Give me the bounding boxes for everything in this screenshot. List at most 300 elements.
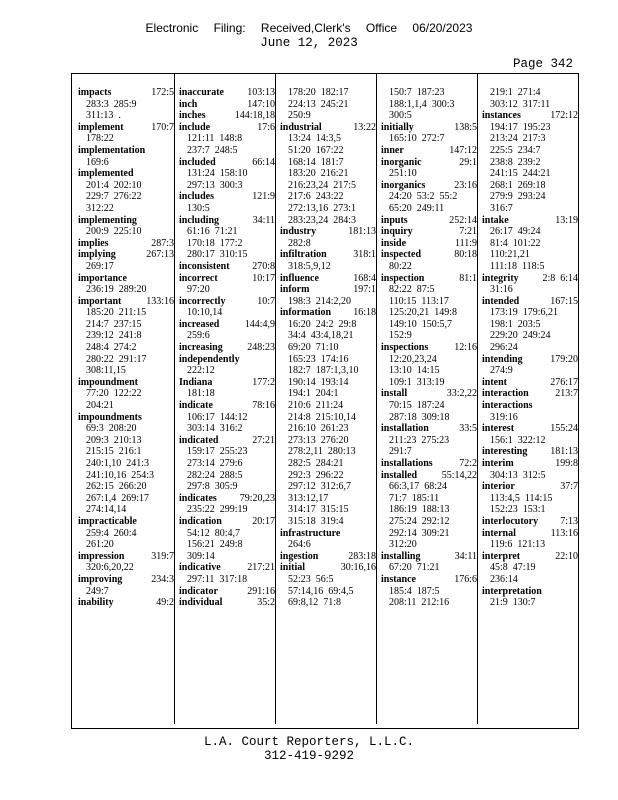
index-reference: 7:21 (459, 226, 477, 238)
index-continuation: 219:1 271:4 (490, 87, 541, 98)
index-continuation: 69:3 208:20 (86, 423, 137, 435)
index-continuation: 224:13 245:21 (288, 98, 349, 110)
index-reference: 270:8 (252, 260, 275, 272)
index-entry (78, 377, 174, 389)
index-continuation: 213:24 217:3 (490, 133, 546, 145)
index-term: install (381, 388, 408, 400)
index-entry (381, 388, 477, 400)
filing-stamp-office: Office (365, 21, 398, 35)
index-term: incorrectly (179, 295, 226, 307)
index-continuation: 178:22 (86, 133, 114, 145)
index-continuation: 309:14 (187, 550, 215, 562)
index-entry (78, 122, 174, 134)
index-continuation: 34:4 43:4,18,21 (288, 330, 354, 342)
index-entry (482, 110, 578, 122)
index-continuation: 236:19 289:20 (86, 284, 147, 296)
index-entry (381, 157, 477, 169)
index-continuation: 66:3,17 68:24 (389, 481, 448, 493)
index-reference: 12:16 (454, 342, 477, 354)
index-reference: 37:7 (560, 481, 578, 493)
index-entry (179, 157, 275, 169)
index-term: inch (179, 98, 198, 110)
index-term: indicator (179, 585, 218, 597)
index-term: increasing (179, 342, 223, 354)
filing-stamp-filing: Filing: (213, 21, 246, 35)
index-entry (179, 354, 275, 366)
index-continuation: 165:23 174:16 (288, 353, 349, 365)
index-continuation: 61:16 71:21 (187, 226, 238, 238)
index-continuation: 204:21 (86, 400, 114, 412)
index-reference: 78:16 (252, 400, 275, 412)
index-reference: 213:7 (555, 388, 578, 400)
index-entry (280, 249, 376, 261)
index-continuation: 239:12 241:8 (86, 330, 142, 342)
index-continuation: 313:12,17 (288, 492, 329, 504)
index-continuation: 318:5,9,12 (288, 260, 331, 272)
index-term: inches (179, 110, 206, 122)
index-reference: 197:1 (353, 284, 376, 296)
index-continuation: 251:10 (389, 168, 417, 180)
index-term: installed (381, 469, 418, 481)
index-reference: 80:18 (454, 249, 477, 261)
index-column-5 (482, 87, 578, 609)
index-continuation: 237:7 248:5 (187, 144, 238, 156)
index-reference: 287:3 (151, 237, 174, 249)
index-term: internal (482, 527, 516, 539)
index-entry (78, 238, 174, 250)
index-continuation: 168:14 181:7 (288, 156, 344, 168)
index-term: independently (179, 353, 240, 365)
index-reference: 319:7 (151, 550, 174, 562)
index-entry (381, 423, 477, 435)
index-reference: 318:1 (353, 249, 376, 261)
index-term: industry (280, 226, 317, 238)
index-term: important (78, 295, 122, 307)
index-continuation: 314:17 315:15 (288, 504, 349, 516)
index-term: Indiana (179, 376, 213, 388)
index-continuation: 185:4 187:5 (389, 585, 440, 597)
index-continuation: 31:16 (490, 284, 513, 296)
index-continuation: 278:2,11 280:13 (288, 446, 356, 458)
index-continuation: 10:10,14 (187, 307, 223, 319)
index-reference: 121:9 (252, 191, 275, 203)
index-entry (482, 296, 578, 308)
index-entry (381, 215, 477, 227)
index-term: installing (381, 550, 421, 562)
index-continuation: 308:11,15 (86, 365, 126, 377)
index-term: interim (482, 458, 514, 469)
index-reference: 267:13 (146, 249, 174, 261)
index-continuation: 69:20 71:10 (288, 342, 339, 354)
index-continuation: 110:15 113:17 (389, 295, 449, 307)
index-continuation: 110:21,21 (490, 249, 530, 261)
index-continuation: 229:20 249:24 (490, 330, 551, 342)
index-entry (280, 307, 376, 319)
index-column-1 (78, 87, 174, 609)
index-continuation: 13:24 14:3,5 (288, 133, 342, 145)
index-continuation: 152:23 153:1 (490, 504, 546, 516)
index-entry (78, 296, 174, 308)
index-term: inner (381, 144, 404, 156)
index-entry (179, 516, 275, 528)
index-continuation: 57:14,16 69:4,5 (288, 585, 354, 597)
index-term: initial (280, 562, 306, 574)
index-term: intent (482, 376, 507, 388)
index-continuation: 183:20 216:21 (288, 168, 349, 180)
index-entry (381, 574, 477, 586)
index-reference: 133:16 (146, 295, 174, 307)
index-term: installations (381, 458, 433, 469)
index-continuation: 241:10,16 254:3 (86, 469, 155, 481)
index-reference: 103:13 (247, 87, 275, 98)
index-continuation: 80:22 (389, 260, 412, 272)
index-continuation: 52:23 56:5 (288, 573, 334, 585)
index-entry (381, 342, 477, 354)
index-continuation: 170:18 177:2 (187, 237, 243, 249)
index-continuation: 150:7 187:23 (389, 87, 445, 98)
index-term: included (179, 156, 216, 168)
column-divider (477, 74, 478, 724)
index-continuation: 259:4 260:4 (86, 527, 137, 539)
index-continuation: 250:9 (288, 110, 311, 122)
index-term: inform (280, 284, 310, 296)
index-term: impoundment (78, 376, 139, 388)
index-continuation: 303:14 316:2 (187, 423, 243, 435)
filing-stamp-received: Received,Clerk's (260, 21, 351, 35)
index-continuation: 106:17 144:12 (187, 411, 248, 423)
index-continuation: 214:7 237:15 (86, 318, 142, 330)
index-entry (482, 354, 578, 366)
index-reference: 217:21 (247, 562, 275, 574)
index-entry (78, 273, 174, 285)
index-term: implying (78, 249, 116, 261)
index-reference: 27:21 (252, 434, 275, 446)
index-continuation: 291:7 (389, 446, 412, 458)
index-continuation: 67:20 71:21 (389, 562, 440, 574)
index-continuation: 315:18 319:4 (288, 515, 344, 527)
index-reference: 81:1 (459, 272, 477, 284)
index-continuation: 186:19 188:13 (389, 504, 450, 516)
index-entry (179, 110, 275, 122)
index-reference: 181:13 (348, 226, 376, 238)
index-column-3 (280, 87, 376, 609)
index-reference: 34:11 (454, 550, 477, 562)
index-entry (482, 400, 578, 412)
index-reference: 172:12 (550, 110, 578, 122)
index-continuation: 272:13,16 273:1 (288, 202, 357, 214)
index-entry (78, 551, 174, 563)
index-reference: 144:4,9 (244, 318, 275, 330)
index-reference: 34:11 (252, 214, 275, 226)
index-reference: 13:19 (555, 214, 578, 226)
index-term: inaccurate (179, 87, 224, 98)
index-continuation: 178:20 182:17 (288, 87, 349, 98)
index-term: interpret (482, 550, 521, 562)
transcript-date: June 12, 2023 (260, 36, 358, 50)
index-entry (179, 493, 275, 505)
index-continuation: 235:22 299:19 (187, 504, 248, 516)
index-continuation: 261:20 (86, 539, 114, 551)
index-reference: 2:8 6:14 (542, 272, 578, 284)
index-continuation: 320:6,20,22 (86, 562, 134, 574)
index-continuation: 262:15 266:20 (86, 481, 147, 493)
index-continuation: 182:7 187:1,3,10 (288, 365, 359, 377)
filing-stamp (0, 21, 618, 35)
index-entry (280, 284, 376, 296)
index-continuation: 109:1 313:19 (389, 376, 445, 388)
index-reference: 252:14 (449, 214, 477, 226)
index-continuation: 297:13 300:3 (187, 179, 243, 191)
index-term: infiltration (280, 249, 327, 261)
index-reference: 167:15 (550, 295, 578, 307)
index-reference: 144:18,18 (234, 110, 275, 122)
index-entry (381, 145, 477, 157)
index-continuation: 268:1 269:18 (490, 179, 546, 191)
index-term: individual (179, 597, 223, 609)
index-continuation: 316:7 (490, 202, 513, 214)
index-continuation: 194:17 195:23 (490, 121, 551, 133)
index-term: implement (78, 121, 124, 133)
index-term: infrastructure (280, 527, 341, 539)
index-entry (381, 273, 477, 285)
index-continuation: 225:5 234:7 (490, 144, 541, 156)
index-entry (381, 180, 477, 192)
index-continuation: 269:17 (86, 260, 114, 272)
index-continuation: 13:10 14:15 (389, 365, 440, 377)
index-entry (179, 319, 275, 331)
index-continuation: 156:21 249:8 (187, 539, 243, 551)
index-continuation: 300:5 (389, 110, 412, 122)
index-continuation: 297:8 305:9 (187, 481, 238, 493)
index-continuation: 26:17 49:24 (490, 226, 541, 238)
index-entry (179, 273, 275, 285)
index-continuation: 190:14 193:14 (288, 376, 349, 388)
index-term: inorganic (381, 156, 422, 168)
index-entry (179, 377, 275, 389)
index-entry (482, 215, 578, 227)
index-reference: 33:2,22 (446, 388, 477, 400)
index-reference: 181:13 (550, 446, 578, 458)
index-continuation: 21:9 130:7 (490, 597, 536, 609)
index-continuation: 267:1,4 269:17 (86, 492, 150, 504)
index-term: inability (78, 597, 114, 609)
index-entry (179, 215, 275, 227)
index-reference: 72:2 (459, 458, 477, 469)
index-term: implies (78, 237, 109, 249)
index-continuation: 280:22 291:17 (86, 353, 147, 365)
index-continuation: 201:4 202:10 (86, 179, 142, 191)
index-entry (280, 562, 376, 574)
index-term: intending (482, 353, 523, 365)
index-reference: 177:2 (252, 376, 275, 388)
index-term: implemented (78, 168, 134, 180)
index-entry (179, 435, 275, 447)
index-term: implementation (78, 144, 146, 156)
filing-stamp-electronic: Electronic (145, 21, 199, 35)
index-continuation: 169:6 (86, 156, 109, 168)
index-term: inspected (381, 249, 421, 261)
index-term: impression (78, 550, 125, 562)
index-term: impracticable (78, 515, 137, 527)
index-term: indicates (179, 492, 217, 504)
index-continuation: 54:12 80:4,7 (187, 527, 241, 539)
index-entry (381, 458, 477, 470)
index-entry (381, 226, 477, 238)
index-continuation: 273:13 276:20 (288, 434, 349, 446)
index-entry (280, 528, 376, 540)
index-reference: 7:13 (560, 515, 578, 527)
index-continuation: 287:18 309:18 (389, 411, 450, 423)
index-entry (179, 586, 275, 598)
column-divider (174, 74, 175, 724)
index-continuation: 216:23,24 217:5 (288, 179, 357, 191)
index-continuation: 222:12 (187, 365, 215, 377)
index-entry (179, 400, 275, 412)
index-continuation: 211:23 275:23 (389, 434, 450, 446)
index-term: indicative (179, 562, 221, 574)
index-entry (482, 377, 578, 389)
index-continuation: 159:17 255:23 (187, 446, 248, 458)
index-reference: 179:20 (550, 353, 578, 365)
index-term: includes (179, 191, 215, 203)
index-reference: 176:6 (454, 573, 477, 585)
index-continuation: 229:7 276:22 (86, 191, 142, 203)
index-continuation: 82:22 87:5 (389, 284, 435, 296)
index-reference: 66:14 (252, 156, 275, 168)
index-continuation: 24:20 53:2 55:2 (389, 191, 458, 203)
index-entry (482, 423, 578, 435)
index-term: inside (381, 237, 407, 249)
index-entry (179, 122, 275, 134)
reporter-name: L.A. Court Reporters, L.L.C. (203, 735, 415, 749)
index-term: importance (78, 272, 127, 284)
index-term: interactions (482, 400, 533, 412)
index-continuation: 71:7 185:11 (389, 492, 440, 504)
index-continuation: 125:20,21 149:8 (389, 307, 458, 319)
index-continuation: 215:15 216:1 (86, 446, 142, 458)
index-entry (381, 470, 477, 482)
index-continuation: 81:4 101:22 (490, 237, 541, 249)
index-term: interpretation (482, 585, 542, 597)
index-reference: 113:16 (550, 527, 578, 539)
index-reference: 170:7 (151, 121, 174, 133)
index-continuation: 240:1,10 241:3 (86, 458, 150, 469)
index-entry (280, 226, 376, 238)
index-continuation: 77:20 122:22 (86, 388, 142, 400)
index-reference: 29:1 (459, 156, 477, 168)
index-entry (179, 342, 275, 354)
index-continuation: 188:1,1,4 300:3 (389, 98, 455, 110)
index-continuation: 312:22 (86, 202, 114, 214)
index-continuation: 238:8 239:2 (490, 156, 541, 168)
index-continuation: 152:9 (389, 330, 412, 342)
index-continuation: 121:11 148:8 (187, 133, 243, 145)
index-entry (381, 551, 477, 563)
index-continuation: 279:9 293:24 (490, 191, 546, 203)
index-entry (482, 481, 578, 493)
index-reference: 16:18 (353, 307, 376, 319)
index-reference: 147:10 (247, 98, 275, 110)
index-continuation: 259:6 (187, 330, 210, 342)
index-entry (280, 273, 376, 285)
index-continuation: 282:8 (288, 237, 311, 249)
reporter-phone: 312-419-9292 (263, 749, 354, 763)
index-term: include (179, 121, 211, 133)
index-reference: 10:7 (257, 295, 275, 307)
column-divider (376, 74, 377, 724)
index-reference: 248:23 (247, 342, 275, 354)
index-term: including (179, 214, 220, 226)
index-continuation: 200:9 225:10 (86, 226, 142, 238)
index-term: implementing (78, 214, 137, 226)
index-entry (280, 122, 376, 134)
index-entry (280, 551, 376, 563)
index-entry (78, 145, 174, 157)
index-term: intake (482, 214, 509, 226)
index-continuation: 111:18 118:5 (490, 260, 545, 272)
index-term: instance (381, 573, 416, 585)
index-continuation: 12:20,23,24 (389, 353, 437, 365)
index-continuation: 198:1 203:5 (490, 318, 541, 330)
index-entry (381, 238, 477, 250)
index-continuation: 303:12 317:11 (490, 98, 551, 110)
index-continuation: 173:19 179:6,21 (490, 307, 559, 319)
index-continuation: 208:11 212:16 (389, 597, 450, 609)
index-entry (482, 388, 578, 400)
index-continuation: 282:24 288:5 (187, 469, 243, 481)
index-reference: 291:16 (247, 585, 275, 597)
index-term: interesting (482, 446, 528, 458)
index-entry (179, 296, 275, 308)
index-term: incorrect (179, 272, 218, 284)
index-continuation: 70:15 187:24 (389, 400, 445, 412)
index-term: ingestion (280, 550, 319, 562)
index-term: instances (482, 110, 521, 122)
index-continuation: 248:4 274:2 (86, 342, 137, 354)
index-entry (78, 516, 174, 528)
index-entry (78, 412, 174, 424)
index-continuation: 130:5 (187, 202, 210, 214)
index-term: inconsistent (179, 260, 230, 272)
index-reference: 172:5 (151, 87, 174, 98)
index-reference: 283:18 (348, 550, 376, 562)
column-divider (275, 74, 276, 724)
index-term: information (280, 307, 332, 319)
index-entry (78, 597, 174, 609)
index-continuation: 113:4,5 114:15 (490, 492, 553, 504)
index-continuation: 165:10 272:7 (389, 133, 445, 145)
index-continuation: 217:6 243:22 (288, 191, 344, 203)
index-term: initially (381, 121, 414, 133)
index-continuation: 45:8 47:19 (490, 562, 536, 574)
index-continuation: 249:7 (86, 585, 109, 597)
index-continuation: 283:3 285:9 (86, 98, 137, 110)
index-term: inspection (381, 272, 425, 284)
index-reference: 35:2 (257, 597, 275, 609)
index-reference: 138:5 (454, 121, 477, 133)
index-term: integrity (482, 272, 519, 284)
index-term: influence (280, 272, 319, 284)
index-term: improving (78, 573, 123, 585)
index-term: inputs (381, 214, 408, 226)
index-term: installation (381, 423, 429, 435)
index-continuation: 69:8,12 71:8 (288, 597, 342, 609)
index-continuation: 292:3 296:22 (288, 469, 344, 481)
index-reference: 30:16,16 (340, 562, 376, 574)
page-number: Page 342 (512, 57, 573, 71)
index-continuation: 264:6 (288, 539, 311, 551)
index-entry (482, 528, 578, 540)
